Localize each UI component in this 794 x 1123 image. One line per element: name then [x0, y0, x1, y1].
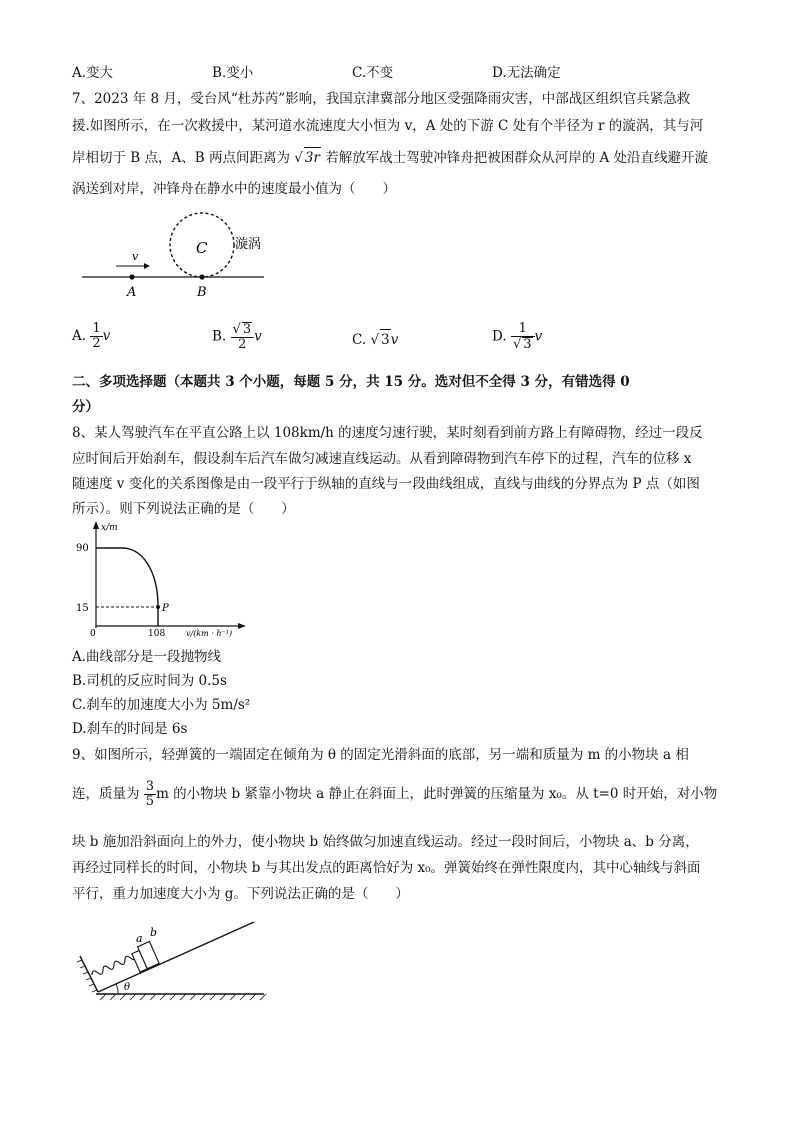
- point-p-label: P: [162, 603, 169, 614]
- frac-den: √ 3: [512, 337, 532, 352]
- frac-num: 1: [511, 322, 535, 337]
- x-tick-108: 108: [148, 629, 166, 639]
- q7-option-c[interactable]: [352, 329, 398, 350]
- q7-stem-line-3a: 岸相切于 B 点，A、B 两点间距离为: [72, 150, 295, 166]
- label-theta: θ: [124, 982, 131, 993]
- q6-option-d[interactable]: D.无法确定: [492, 65, 561, 81]
- q7-vortex-figure: [78, 208, 273, 303]
- fraction-three-fifths: [144, 780, 156, 809]
- angle-arc: [116, 984, 118, 994]
- fraction-sqrt3-over-2: [231, 322, 255, 352]
- x-axis-arrowhead: [238, 623, 246, 629]
- sqrt-value: 3: [523, 337, 532, 352]
- section2-heading-line-1: 二、多项选择题（本题共 3 个小题，每题 5 分，共 15 分。选对但不全得 3 分，有错选得 0: [72, 374, 630, 390]
- option-c-v: v: [390, 332, 399, 348]
- frac-num: 3: [145, 779, 155, 794]
- q7-stem-line-3: [72, 147, 708, 168]
- option-b-prefix: B.: [212, 328, 227, 345]
- q8-stem-line-4: 所示）。则下列说法正确的是（ ）: [72, 501, 295, 517]
- sqrt-symbol: √: [294, 150, 303, 166]
- frac-num: 1: [92, 321, 101, 336]
- q6-option-b[interactable]: B.变小: [212, 65, 254, 81]
- point-b-dot: [199, 274, 204, 279]
- q7-stem-line-1: 7、2023 年 8 月，受台风“杜苏芮”影响，我国京津冀部分地区受强降雨灾害，中部战区组织官兵紧急救: [72, 91, 691, 107]
- fraction-one-half: [90, 322, 102, 351]
- x-tick-0: 0: [90, 629, 96, 639]
- q9-stem-line-4: 再经过同样长的时间，小物块 b 与其出发点的距离恰好为 x₀。弹簧始终在弹性限度内，其中心轴线与斜面: [72, 860, 701, 876]
- q8-option-a[interactable]: A.曲线部分是一段抛物线: [72, 649, 222, 665]
- q9-incline-figure: [74, 912, 274, 1002]
- curve-segment: [96, 548, 158, 607]
- q7-stem-line-4: 涡送到对岸，冲锋舟在静水中的速度最小值为（ ）: [72, 181, 396, 197]
- section2-heading-line-2: 分）: [72, 399, 99, 415]
- y-tick-15: 15: [76, 603, 89, 614]
- velocity-arrowhead: [144, 263, 150, 269]
- q7-option-d[interactable]: [492, 322, 542, 352]
- q6-option-a[interactable]: A.变大: [72, 65, 114, 81]
- frac-den: 2: [92, 336, 101, 351]
- fraction-one-over-sqrt3: [511, 322, 535, 352]
- y-axis-arrowhead: [93, 521, 99, 529]
- q9-stem-line-5: 平行，重力加速度大小为 g。下列说法正确的是（ ）: [72, 886, 409, 902]
- wall-hatching: [77, 960, 97, 992]
- label-block-b: b: [150, 926, 158, 939]
- spring: [91, 953, 137, 978]
- q9-stem-line-3: 块 b 施加沿斜面向上的外力，使小物块 b 始终做匀加速直线运动。经过一段时间后，小物块 a、b 分离，: [72, 834, 699, 850]
- q8-stem-line-2: 应时间后开始刹车，假设刹车后汽车做匀减速直线运动。从看到障碍物到汽车停下的过程，汽车的位移 x: [72, 451, 692, 467]
- option-d-v: v: [534, 328, 543, 345]
- point-a-dot: [129, 274, 134, 279]
- option-a-v: v: [102, 328, 111, 344]
- option-c-prefix: C.: [352, 332, 367, 348]
- point-p-dot: [156, 605, 160, 609]
- sqrt-value: 3: [380, 329, 391, 350]
- q8-option-b[interactable]: B.司机的反应时间为 0.5s: [72, 673, 227, 689]
- frac-den: 2: [238, 337, 247, 352]
- label-vortex: 漩涡: [235, 237, 262, 252]
- ground-hatching: [100, 994, 266, 1000]
- blocks: [130, 942, 159, 972]
- q6-option-c[interactable]: C.不变: [352, 65, 394, 81]
- sqrt-value: 3: [242, 322, 252, 337]
- label-c: C: [196, 239, 208, 257]
- y-tick-90: 90: [76, 543, 89, 554]
- label-block-a: a: [136, 932, 143, 945]
- q9-line2-prefix: 连，质量为: [72, 786, 140, 802]
- q7-sqrt-value: 3r: [304, 147, 321, 168]
- q7-option-a[interactable]: [72, 322, 110, 351]
- q8-option-d[interactable]: D.刹车的时间是 6s: [72, 721, 188, 737]
- q8-option-c[interactable]: C.刹车的加速度大小为 5m/s²: [72, 697, 251, 713]
- incline-surface: [98, 922, 254, 992]
- end-wall: [80, 956, 98, 992]
- q7-option-b[interactable]: [212, 322, 262, 352]
- frac-den: 5: [145, 794, 155, 809]
- label-b: B: [197, 285, 207, 300]
- frac-num: √ 3: [231, 322, 255, 338]
- option-d-prefix: D.: [492, 328, 507, 345]
- sqrt-symbol: √: [370, 332, 380, 348]
- option-b-v: v: [254, 328, 262, 345]
- q8-stem-line-1: 8、某人驾驶汽车在平直公路上以 108km/h 的速度匀速行驶，某时刻看到前方路上有障碍物，经过一段反: [72, 425, 703, 441]
- y-axis-label: x/m: [101, 523, 118, 533]
- q9-stem-line-2: [72, 780, 717, 809]
- q9-line2-suffix: m 的小物块 b 紧靠小物块 a 静止在斜面上，此时弹簧的压缩量为 x₀。从 t=0 时开始，对小物: [156, 786, 718, 802]
- option-a-prefix: A.: [72, 328, 87, 344]
- q9-stem-line-1: 9、如图所示，轻弹簧的一端固定在倾角为 θ 的固定光滑斜面的底部，另一端和质量为 m 的小物块 a 相: [72, 747, 689, 763]
- q7-stem-line-3c: 若解放军战士驾驶冲锋舟把被困群众从河岸的 A 处沿直线避开漩: [320, 150, 709, 166]
- x-axis-label: v/(km · h⁻¹): [186, 629, 233, 638]
- label-v: v: [132, 250, 139, 263]
- label-a: A: [127, 285, 137, 300]
- q8-xv-graph: [72, 518, 252, 643]
- q8-stem-line-3: 随速度 v 变化的关系图像是由一段平行于纵轴的直线与一段曲线组成，直线与曲线的分界点为 P 点（如图: [72, 476, 700, 492]
- q7-stem-line-2: 援.如图所示，在一次救援中，某河道水流速度大小恒为 v，A 处的下游 C 处有个半径为 r 的漩涡，其与河: [72, 118, 704, 134]
